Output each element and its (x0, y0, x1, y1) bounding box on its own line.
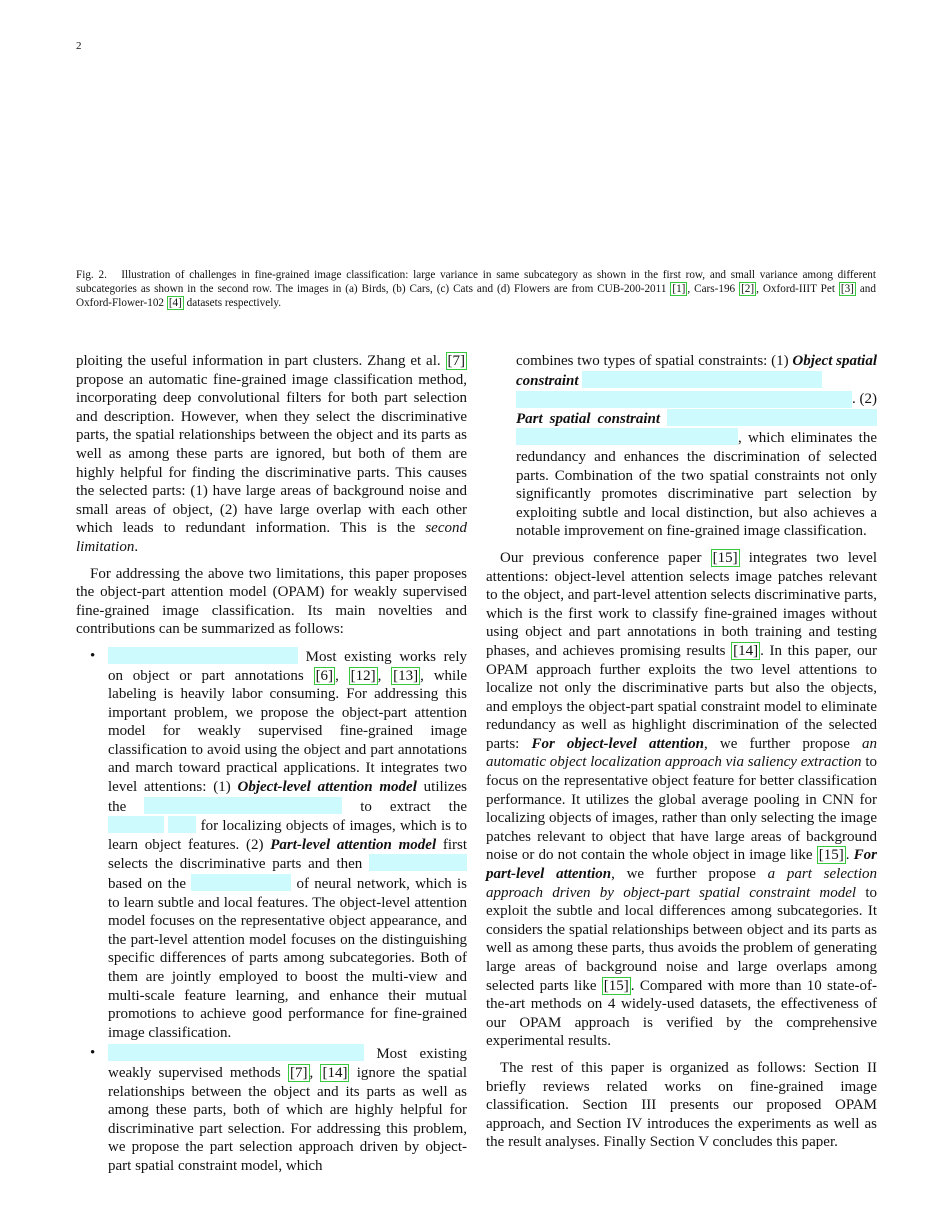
text: utilizes the (108, 779, 467, 815)
text: ploiting the useful information in part clusters. Zhang et al. (76, 353, 446, 369)
highlight-redaction (369, 854, 467, 871)
text: . Compared with more than 10 state-of-the-art methods on 4 widely-used datasets, the effectiveness of our OPAM approach is verified by the comprehensive experimental results. (486, 977, 877, 1050)
text: , while labeling is heavily labor consuming. For addressing this important problem, we propose the object-part attention model for weakly supervised fine-grained image classification to avoid using the object and part annotations and march toward practical applications. It integrates two level attentions: (1) (108, 667, 468, 796)
list-item-continuation (486, 352, 877, 541)
caption-text: datasets respectively. (183, 297, 281, 309)
right-column (486, 352, 877, 1160)
citation-link[interactable]: [15] (818, 847, 844, 864)
emphasis: Object-level attention model (237, 779, 417, 796)
citation-link[interactable]: [15] (603, 977, 629, 994)
text: for localizing objects of images, which is to learn object features. (2) (108, 818, 467, 853)
list-item (76, 647, 467, 1042)
bullet-icon: • (90, 1045, 96, 1062)
text: . In this paper, our OPAM approach further exploits the two level attentions to localize not only the discriminative parts but also the objects, and employs the object-part spatial constraint model to eliminate redundancy as well as highlight discrimination of the selected parts: (486, 642, 877, 752)
left-column (76, 352, 467, 1178)
caption-text: , Cars-196 (687, 283, 740, 295)
highlight-redaction (516, 428, 738, 445)
citation-link[interactable]: [14] (733, 642, 759, 659)
figure-caption (76, 268, 876, 310)
highlight-redaction (168, 816, 196, 833)
text: based on the (108, 876, 192, 893)
citation-link[interactable]: [7] (290, 1064, 308, 1081)
text: to exploit the subtle and local differences among subcategories. It considers the spatial relationships between object and its parts as well as among these parts, thus avoids the problem of generating large areas of background noise and large overlaps among selected parts like (486, 884, 877, 994)
citation-link[interactable]: [6] (315, 667, 334, 684)
emphasis: For part-level attention (486, 847, 878, 883)
bullet-icon: • (90, 647, 96, 664)
text: , (309, 1064, 321, 1081)
text: , we further propose (704, 735, 863, 752)
caption-label: Fig. 2. (76, 269, 107, 281)
citation-link[interactable]: [13] (393, 667, 419, 684)
text: propose an automatic fine-grained image classification method, incorporating deep convolutional filters for both part selection and description. However, when they select the discriminative parts, the spatial relationships between the object and its parts as well as among these parts are ignored, but both of them are highly helpful for finding the discriminative parts. This causes the selected parts: (1) have large areas of background noise and small areas of object, (2) have large overlap with each other which leads to redundant information. This is the (76, 371, 467, 537)
paragraph (76, 352, 467, 557)
text: integrates two level attentions: object-level attention selects image patches relevant to the object, and part-level attention selects discriminative parts, which is the first work to classify fine-grained images without using object and part annotations in both training and testing phases, and achieves promising results (486, 549, 877, 659)
contribution-list (76, 647, 467, 1176)
highlight-redaction (108, 647, 298, 664)
citation-link[interactable]: [12] (350, 667, 376, 684)
highlight-redaction (191, 874, 291, 891)
emphasis: a part selection approach driven by object-part spatial constraint model (486, 866, 877, 901)
emphasis: an automatic object localization approach via saliency extraction (486, 735, 878, 771)
paragraph (486, 549, 877, 1051)
highlight-redaction (108, 816, 164, 833)
emphasis: Object spatial constraint (516, 353, 877, 389)
citation-link[interactable]: [15] (712, 549, 738, 566)
text: Most existing works rely on object or part annotations (108, 648, 467, 684)
emphasis: second limitation (76, 520, 467, 555)
text: Our previous conference paper (500, 549, 711, 566)
text: , (335, 667, 349, 684)
paragraph: For addressing the above two limitations, this paper proposes the object-part attention model (OPAM) for weakly supervised fine-grained image classification. Its main novelties and contributions can be summarized as follows: (76, 565, 467, 638)
emphasis: Part-level attention model (270, 836, 437, 853)
citation-link[interactable]: [3] (840, 283, 854, 295)
caption-text: , Oxford-IIIT Pet (756, 283, 839, 295)
text: of neural network, which is to learn subtle and local features. The object-level attention model focuses on the representative object appearance, and the part-level attention model focuses on the distinguishing specific differences of parts among subcategories. Both of them are jointly employed to boost the multi-view and multi-scale feature learning, and enhance their mutual promotions to achieve good performance for fine-grained image classification. (108, 876, 467, 1041)
text: first selects the discriminative parts and then (108, 836, 467, 873)
caption-text: and Oxford-Flower-102 (76, 283, 876, 309)
list-item (76, 1044, 467, 1175)
emphasis: For object-level attention (531, 735, 704, 752)
highlight-redaction (667, 409, 877, 426)
text: . (134, 538, 139, 555)
text: Most existing weakly supervised methods (108, 1046, 467, 1081)
highlight-redaction (516, 391, 852, 408)
text: , which eliminates the redundancy and enhances the discrimination of selected parts. Combination of the two spatial constraints not only significantly promotes discriminative part selection by exploiting subtle and local distinction, but also achieves a notable improvement on fine-grained image classification. (516, 430, 877, 540)
citation-link[interactable]: [4] (168, 297, 182, 309)
page-number: 2 (76, 40, 82, 52)
text: , (377, 667, 392, 684)
line-row (516, 390, 877, 409)
citation-link[interactable]: [14] (322, 1064, 348, 1081)
emphasis: Part spatial constraint (516, 410, 661, 427)
highlight-redaction (144, 797, 342, 814)
text: , we further propose (611, 866, 768, 883)
citation-link[interactable]: [7] (447, 353, 465, 369)
highlight-redaction (582, 371, 822, 388)
citation-link[interactable]: [1] (672, 283, 686, 295)
text: to extract the (342, 798, 467, 815)
paragraph: The rest of this paper is organized as follows: Section II briefly reviews related works on fine-grained image classification. Section III presents our proposed OPAM approach, and Section IV introduces the experiments as well as the result analyses. Finally Section V concludes this paper. (486, 1059, 877, 1151)
highlight-redaction (108, 1044, 364, 1061)
text: combines two types of spatial constraints: (1) (516, 353, 793, 369)
text: . (2) (852, 391, 877, 408)
figure-area (76, 60, 876, 260)
text: to focus on the representative object feature for better classification performance. It utilizes the global average pooling in CNN for localizing objects of images, rather than only selecting the image patches relevant to object that have large areas of background noise or do not contain the whole object in image like (486, 754, 878, 864)
text: . (845, 847, 854, 864)
text: ignore the spatial relationships between the object and its parts as well as among these parts, both of which are highly helpful for discriminative part selection. For addressing this problem, we propose the part selection approach driven by object-part spatial constraint model, which (108, 1064, 467, 1174)
citation-link[interactable]: [2] (741, 283, 755, 295)
caption-text: Illustration of challenges in fine-grained image classification: large variance in same subcategory as shown in the first row, and small variance among different subcategories as shown in the second row. The images in (a) Birds, (b) Cars, (c) Cats and (d) Flowers are from CUB-200-2011 (76, 269, 876, 295)
